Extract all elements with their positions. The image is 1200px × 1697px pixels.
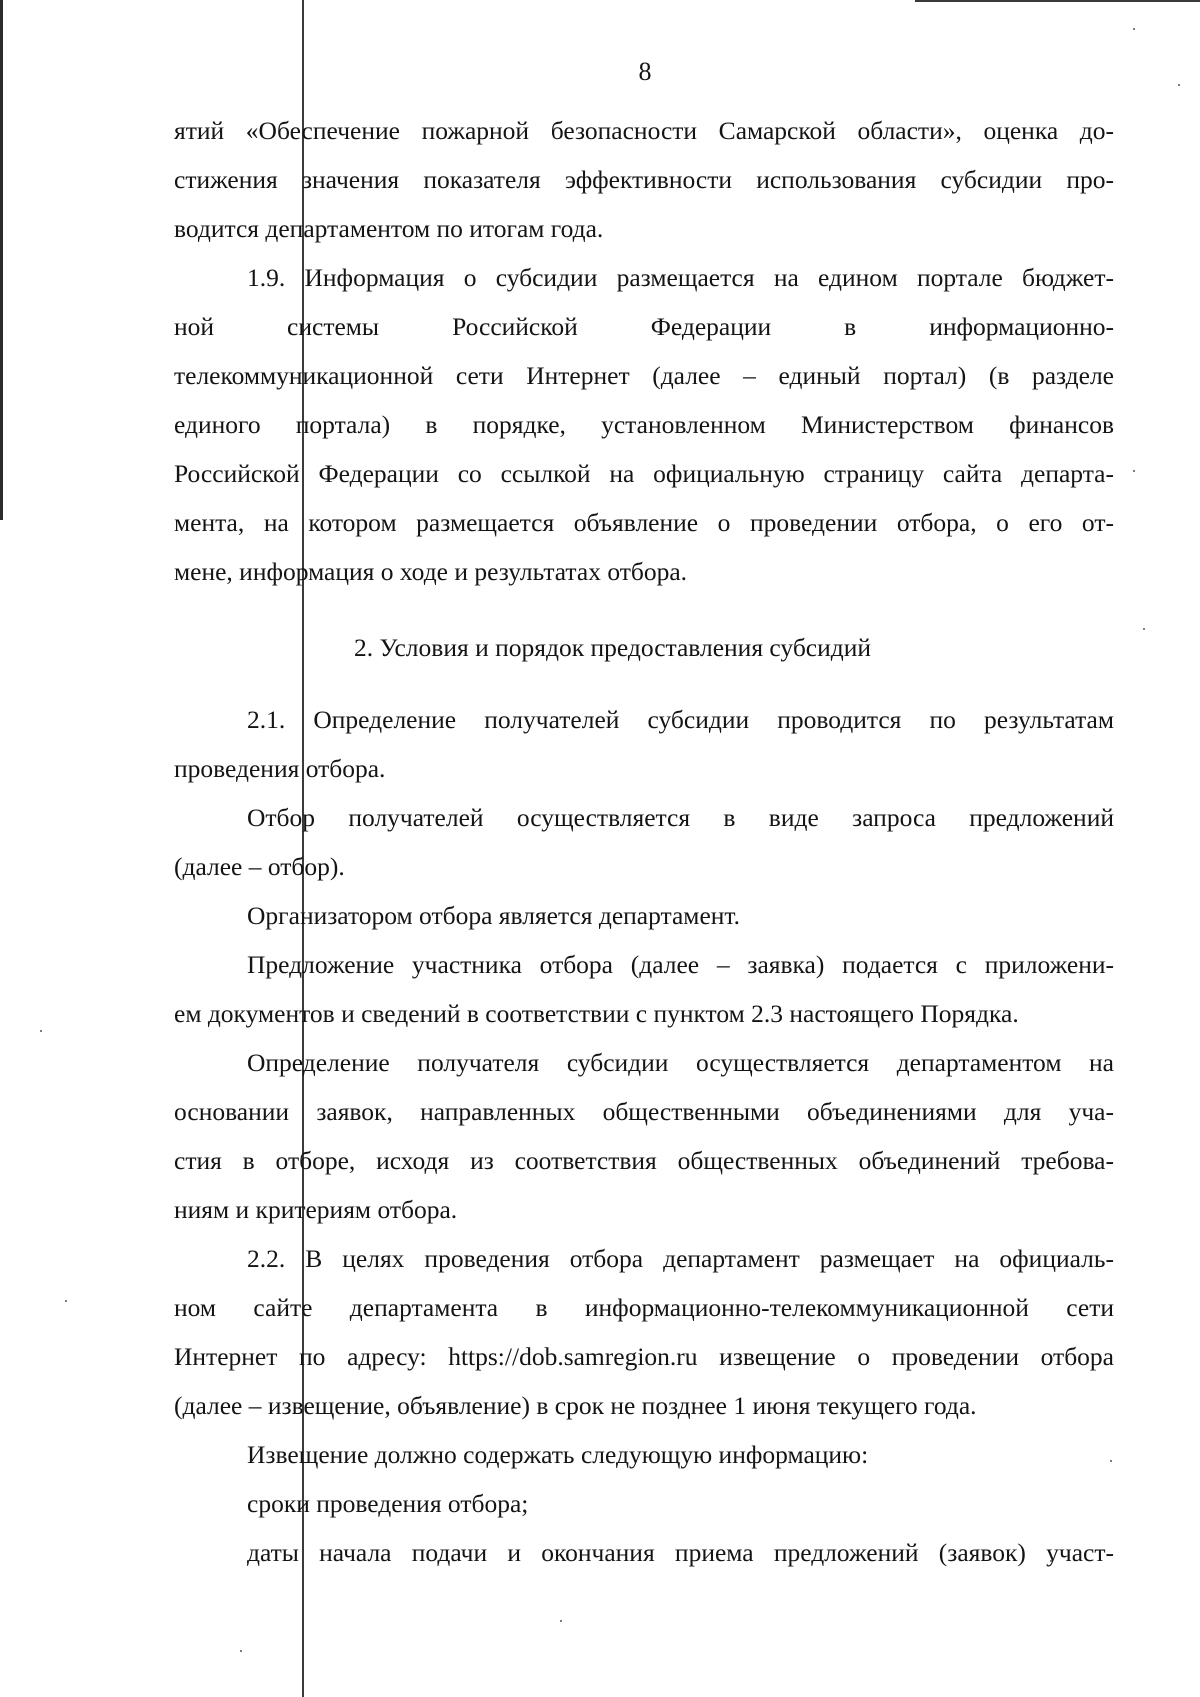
list-item-dates — [174, 1528, 1114, 1577]
paragraph-organizer — [174, 891, 1114, 940]
paragraph-2-2 — [174, 1234, 1114, 1430]
text-line: стижения значения показателя эффективности использования субсидии про- — [174, 165, 1114, 194]
text-line: Интернет по адресу: https://dob.samregion.ru извещение о проведении отбора — [174, 1342, 1114, 1371]
text-line: ятий «Обеспечение пожарной безопасности Самарской области», оценка до- — [174, 116, 1114, 145]
text-line: телекоммуникационной сети Интернет (далее – единый портал) (в разделе — [174, 361, 1114, 390]
text-line: Отбор получателей осуществляется в виде запроса предложений — [247, 803, 1114, 832]
text-line: ном сайте департамента в информационно-телекоммуникационной сети — [174, 1293, 1114, 1322]
paragraph-intro — [174, 106, 1114, 253]
scan-speck — [560, 1620, 562, 1622]
text-line: ниям и критериям отбора. — [174, 1195, 458, 1224]
text-line: 1.9. Информация о субсидии размещается на едином портале бюджет- — [247, 263, 1114, 292]
text-line: Российской Федерации со ссылкой на официальную страницу сайта департа- — [174, 459, 1114, 488]
paragraph-notice-content — [174, 1430, 1114, 1479]
text-line: водится департаментом по итогам года. — [174, 214, 604, 243]
paragraph-1-9 — [174, 253, 1114, 596]
text-line: единого портала) в порядке, установленном Министерством финансов — [174, 410, 1114, 439]
scan-speck — [65, 1300, 67, 1302]
text-line: 2.1. Определение получателей субсидии проводится по результатам — [247, 705, 1114, 734]
paragraph-2-1 — [174, 695, 1114, 793]
text-line: мента, на котором размещается объявление о проведении отбора, о его от- — [174, 508, 1114, 537]
text-line: Организатором отбора является департамент. — [247, 901, 741, 930]
list-item-terms — [174, 1479, 1114, 1528]
text-line: проведения отбора. — [174, 754, 386, 783]
text-line: Извещение должно содержать следующую информацию: — [247, 1440, 869, 1469]
page-number: 8 — [638, 57, 652, 86]
scan-speck — [240, 1650, 242, 1652]
text-line: основании заявок, направленных общественными объединениями для уча- — [174, 1097, 1114, 1126]
text-line: Определение получателя субсидии осуществляется департаментом на — [247, 1048, 1114, 1077]
section-heading: 2. Условия и порядок предоставления субсидий — [354, 633, 872, 662]
text-line: 2.2. В целях проведения отбора департамент размещает на официаль- — [247, 1244, 1114, 1273]
scan-speck — [1143, 628, 1145, 630]
text-line: Предложение участника отбора (далее – заявка) подается с приложени- — [247, 950, 1114, 979]
text-line: стия в отборе, исходя из соответствия общественных объединений требова- — [174, 1146, 1114, 1175]
paragraph-selection-form — [174, 793, 1114, 891]
text-line: (далее – извещение, объявление) в срок не позднее 1 июня текущего года. — [174, 1391, 977, 1420]
scan-speck — [40, 1030, 42, 1032]
scan-artifact-top-line — [915, 0, 1200, 2]
document-body — [174, 106, 1114, 1577]
text-line: ем документов и сведений в соответствии с пунктом 2.3 настоящего Порядка. — [174, 999, 1019, 1028]
text-line: ной системы Российской Федерации в информационно- — [174, 312, 1114, 341]
scan-speck — [1133, 28, 1135, 30]
scan-speck — [1133, 470, 1135, 472]
text-line: даты начала подачи и окончания приема предложений (заявок) участ- — [247, 1538, 1114, 1567]
text-line: сроки проведения отбора; — [247, 1489, 529, 1518]
paragraph-recipient — [174, 1038, 1114, 1234]
paragraph-application — [174, 940, 1114, 1038]
text-line: (далее – отбор). — [174, 852, 345, 881]
text-line: мене, информация о ходе и результатах отбора. — [174, 557, 688, 586]
